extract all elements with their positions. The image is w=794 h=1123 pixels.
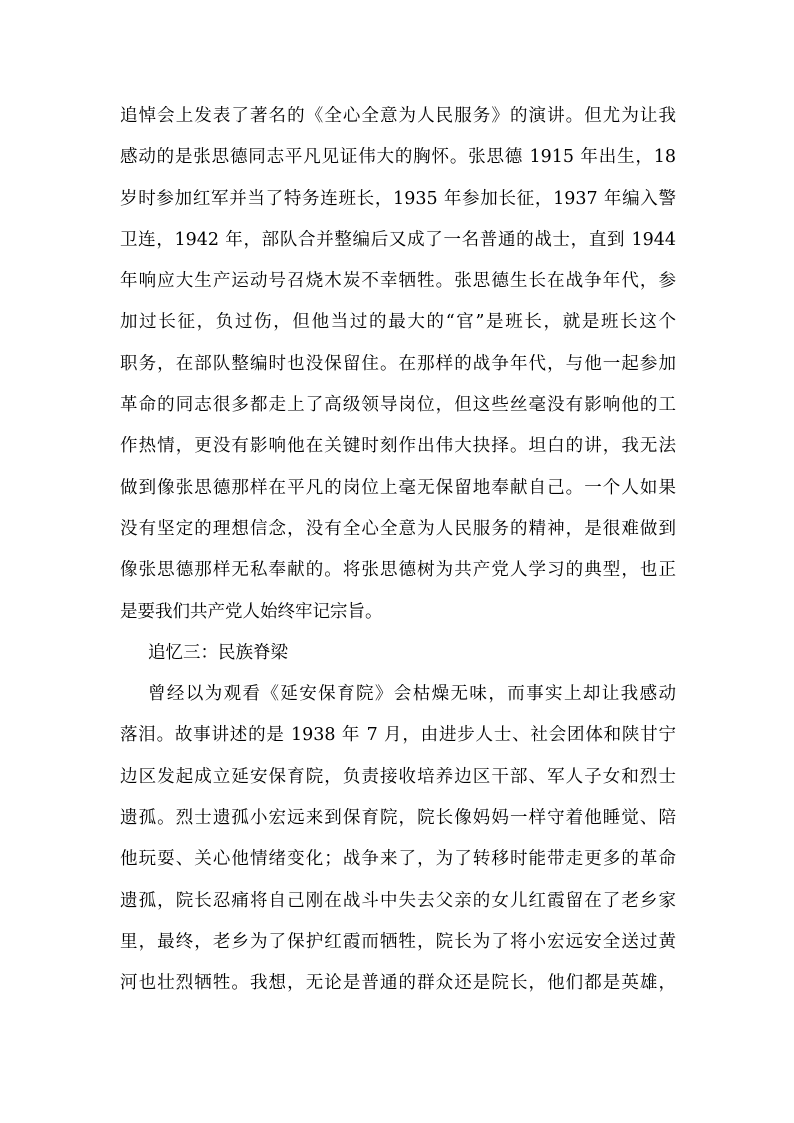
text-line: 追悼会上发表了著名的《全心全意为人民服务》的演讲。但尤为让我 [120, 106, 676, 126]
text-line: 没有坚定的理想信念，没有全心全意为人民服务的精神，是很难做到 [120, 518, 676, 539]
text-line: 卫连，1942 年，部队合并整编后又成了一名普通的战士，直到 1944 [120, 229, 676, 250]
text-line: 像张思德那样无私奉献的。将张思德树为共产党人学习的典型，也正 [120, 560, 676, 581]
paragraph-zhang-side [120, 96, 676, 633]
text-line: 遗孤，院长忍痛将自己刚在战斗中失去父亲的女儿红霞留在了老乡家 [120, 890, 676, 911]
text-line: 感动的是张思德同志平凡见证伟大的胸怀。张思德 1915 年出生，18 [120, 147, 676, 168]
section-heading: 追忆三：民族脊梁 [148, 642, 288, 663]
text-line: 边区发起成立延安保育院，负责接收培养边区干部、军人子女和烈士 [120, 766, 676, 787]
text-line: 做到像张思德那样在平凡的岗位上毫无保留地奉献自己。一个人如果 [120, 477, 676, 498]
document-page [120, 96, 676, 1005]
text-line: 曾经以为观看《延安保育院》会枯燥无味，而事实上却让我感动 [148, 684, 676, 705]
text-line: 遗孤。烈士遗孤小宏远来到保育院，院长像妈妈一样守着他睡觉、陪 [120, 808, 676, 829]
text-line: 岁时参加红军并当了特务连班长，1935 年参加长征，1937 年编入警 [120, 188, 676, 209]
text-line: 职务，在部队整编时也没保留住。在那样的战争年代，与他一起参加 [120, 353, 676, 374]
text-line: 革命的同志很多都走上了高级领导岗位，但这些丝毫没有影响他的工 [120, 395, 676, 416]
text-line: 作热情，更没有影响他在关键时刻作出伟大抉择。坦白的讲，我无法 [120, 436, 676, 457]
text-line: 河也壮烈牺牲。我想，无论是普通的群众还是院长，他们都是英雄， [120, 973, 676, 994]
text-line: 是要我们共产党人始终牢记宗旨。 [120, 601, 383, 622]
paragraph-yanan-nursery [120, 674, 676, 1004]
text-line: 他玩耍、关心他情绪变化；战争来了，为了转移时能带走更多的革命 [120, 849, 676, 870]
text-line: 年响应大生产运动号召烧木炭不幸牺牲。张思德生长在战争年代，参 [120, 271, 676, 292]
text-line: 里，最终，老乡为了保护红霞而牺牲，院长为了将小宏远安全送过黄 [120, 931, 676, 952]
text-line: 加过长征，负过伤，但他当过的最大的“官”是班长，就是班长这个 [120, 312, 676, 333]
text-line: 落泪。故事讲述的是 1938 年 7 月，由进步人士、社会团体和陕甘宁 [120, 725, 676, 746]
